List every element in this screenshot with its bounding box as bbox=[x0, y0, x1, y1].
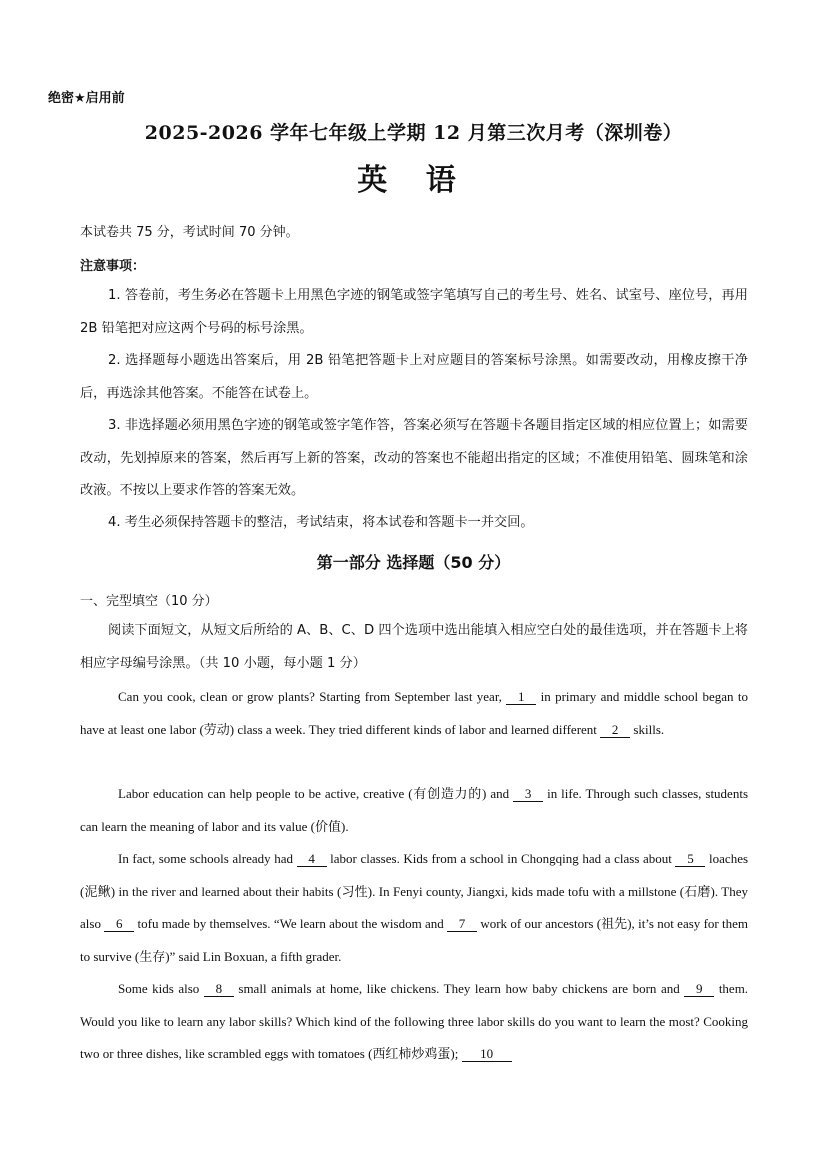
blank-4: 4 bbox=[297, 852, 327, 867]
exam-info: 本试卷共 75 分，考试时间 70 分钟。 bbox=[80, 225, 299, 240]
section-title: 一、完型填空（10 分） bbox=[80, 594, 218, 609]
notice-item-3: 3. 非选择题必须用黑色字迹的钢笔或签字笔作答，答案必须写在答题卡各题目指定区域的相应位置上；如需要改动，先划掉原来的答案，然后再写上新的答案，改动的答案也不能超出指定的区域；不准使用铅笔、圆珠笔和涂改液。不按以上要求作答的答案无效。 bbox=[80, 418, 748, 498]
passage-text: work of our ancestors (祖先), it’s not easy for them to survive (生存)” said Lin Boxuan, a fifth grader. bbox=[80, 916, 749, 964]
passage-text: in primary and middle school began to have at least one labor (劳动) class a week. They tried different kinds of labor and learned different bbox=[80, 689, 748, 737]
passage-text: Can you cook, clean or grow plants? Starting from September last year, bbox=[118, 689, 502, 704]
blank-5: 5 bbox=[675, 852, 705, 867]
blank-3: 3 bbox=[513, 787, 543, 802]
notice-item-4: 4. 考生必须保持答题卡的整洁，考试结束，将本试卷和答题卡一并交回。 bbox=[108, 515, 534, 530]
passage-paragraph-2 bbox=[80, 778, 748, 843]
passage-paragraph-1 bbox=[80, 681, 748, 746]
confidential-label: 绝密★启用前 bbox=[48, 91, 125, 106]
subject-title: 英 语 bbox=[357, 163, 470, 198]
passage-text: skills. bbox=[633, 721, 665, 737]
section-instruction: 阅读下面短文，从短文后所给的 A、B、C、D 四个选项中选出能填入相应空白处的最佳选项，并在答题卡上将相应字母编号涂黑。（共 10 小题，每小题 1 分） bbox=[80, 623, 748, 671]
blank-8: 8 bbox=[204, 982, 234, 997]
notice-item-2: 2. 选择题每小题选出答案后，用 2B 铅笔把答题卡上对应题目的答案标号涂黑。如需要改动，用橡皮擦干净后，再选涂其他答案。不能答在试卷上。 bbox=[80, 353, 748, 401]
passage-text: labor classes. Kids from a school in Chongqing had a class about bbox=[330, 851, 672, 866]
notice-title: 注意事项： bbox=[80, 259, 146, 274]
passage-paragraph-4 bbox=[80, 973, 748, 1071]
passage-text: them. Would you like to learn any labor skills? Which kind of the following three labor skills do you want to learn the most? Cooking two or three dishes, like scrambled eggs with tomatoes (西红柿炒鸡蛋); bbox=[80, 981, 749, 1061]
part-title: 第一部分 选择题（50 分） bbox=[316, 553, 511, 572]
blank-7: 7 bbox=[447, 917, 477, 932]
passage-text: Some kids also bbox=[118, 981, 200, 996]
passage-text: loaches (泥鳅) in the river and learned about their habits (习性). In Fenyi county, Jiangxi, kids made tofu with a millstone (石磨). They also bbox=[80, 851, 749, 931]
passage-text: Labor education can help people to be active, creative (有创造力的) and bbox=[118, 786, 510, 801]
exam-title: 2025-2026 学年七年级上学期 12 月第三次月考（深圳卷） bbox=[144, 122, 683, 144]
blank-10: 10 bbox=[462, 1047, 512, 1062]
passage-text: small animals at home, like chickens. They learn how baby chickens are born and bbox=[238, 981, 680, 996]
blank-6: 6 bbox=[104, 917, 134, 932]
notice-item-1: 1. 答卷前，考生务必在答题卡上用黑色字迹的钢笔或签字笔填写自己的考生号、姓名、试室号、座位号，再用 2B 铅笔把对应这两个号码的标号涂黑。 bbox=[80, 288, 748, 336]
passage-text: in life. Through such classes, students can learn the meaning of labor and its value (价值). bbox=[80, 786, 749, 834]
blank-9: 9 bbox=[684, 982, 714, 997]
passage-text: In fact, some schools already had bbox=[118, 851, 293, 866]
blank-1: 1 bbox=[506, 690, 536, 705]
passage-paragraph-3 bbox=[80, 843, 748, 973]
passage-text: tofu made by themselves. “We learn about the wisdom and bbox=[137, 916, 444, 931]
blank-2: 2 bbox=[600, 723, 630, 738]
